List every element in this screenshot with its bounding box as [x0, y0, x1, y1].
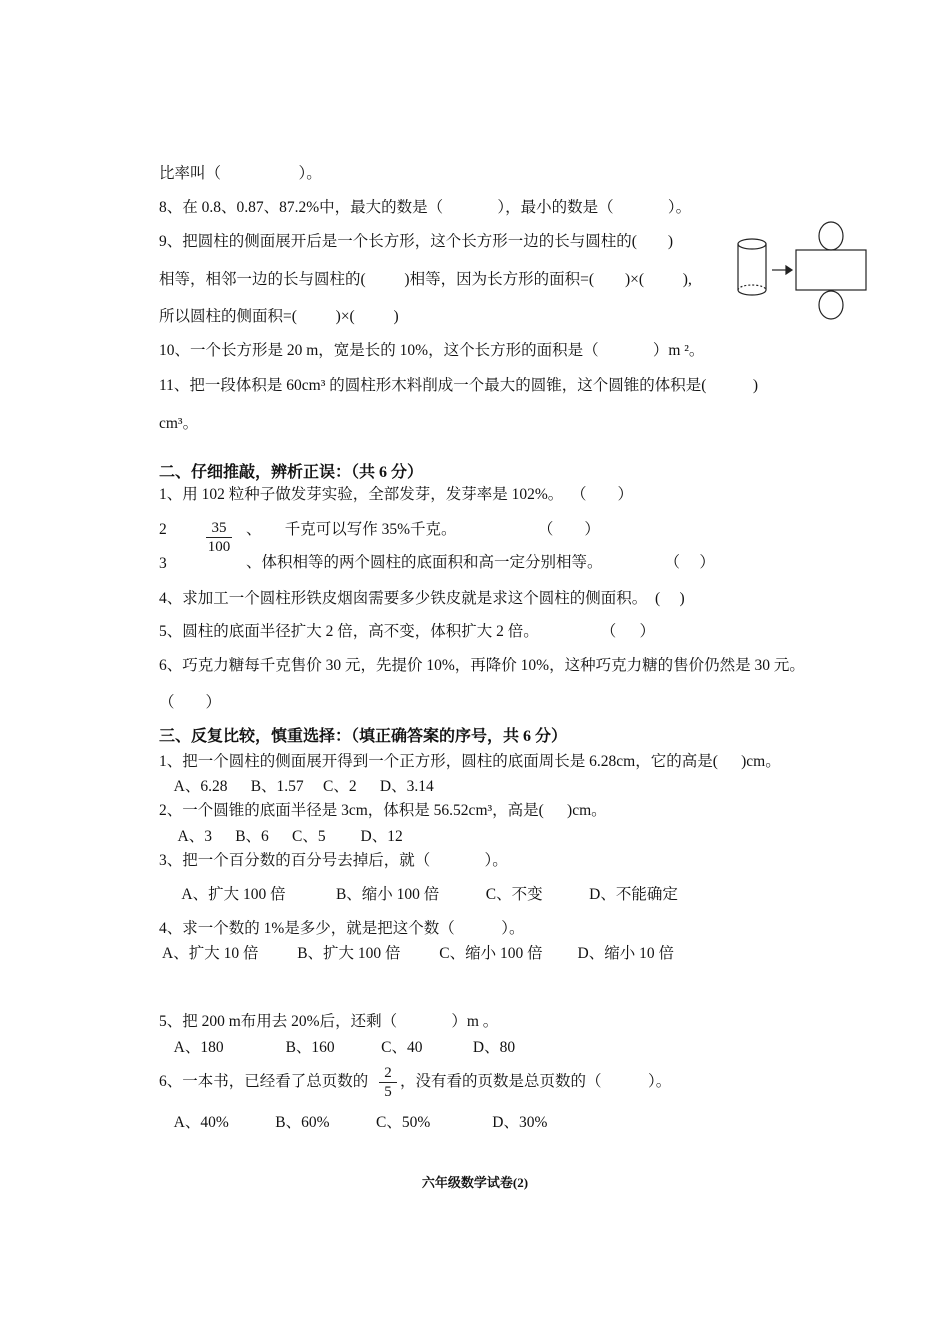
page-footer: 六年级数学试卷(2): [421, 1175, 529, 1190]
choice-question-6-prefix: 6、一本书，已经看了总页数的: [159, 1073, 369, 1090]
section-3-heading: 三、反复比较，慎重选择：（填正确答案的序号，共 6 分）: [159, 728, 568, 745]
section-2-heading: 二、仔细推敲，辨析正误：（共 6 分）: [159, 464, 424, 481]
question-10: 10、一个长方形是 20 m，宽是长的 10%，这个长方形的面积是（ ）m ²。: [159, 342, 705, 359]
choice-question-1-options: A、6.28 B、1.57 C、2 D、3.14: [159, 778, 434, 795]
fraction-denominator: 5: [384, 1084, 392, 1100]
judge-question-2: 、 千克可以写作 35%千克。 （ ）: [246, 521, 600, 538]
choice-question-4-options: A、扩大 10 倍 B、扩大 100 倍 C、缩小 100 倍 D、缩小 10 倍: [159, 945, 674, 962]
choice-question-1: 1、把一个圆柱的侧面展开得到一个正方形，圆柱的底面周长是 6.28cm，它的高是( )cm。: [159, 753, 781, 770]
choice-question-2-options: A、3 B、6 C、5 D、12: [159, 828, 403, 845]
question-11-line-2: cm³。: [159, 415, 199, 432]
fraction-numerator: 35: [206, 519, 232, 538]
question-9-line-1: 9、把圆柱的侧面展开后是一个长方形，这个长方形一边的长与圆柱的( ): [159, 233, 674, 250]
choice-question-6-options: A、40% B、60% C、50% D、30%: [159, 1114, 548, 1131]
judge-question-3-number: 3: [159, 555, 167, 572]
cylinder-icon: [738, 239, 766, 295]
choice-question-6-suffix: ，没有看的页数是总页数的（ ）。: [400, 1073, 672, 1090]
choice-question-3-options: A、扩大 100 倍 B、缩小 100 倍 C、不变 D、不能确定: [159, 886, 678, 903]
question-7-tail: 比率叫（ ）。: [159, 165, 322, 182]
arrow-icon: [772, 266, 792, 274]
choice-question-4: 4、求一个数的 1%是多少，就是把这个数（ ）。: [159, 920, 525, 937]
cylinder-unfold-figure: [732, 216, 872, 326]
question-11-line-1: 11、把一段体积是 60cm³ 的圆柱形木料削成一个最大的圆锥，这个圆锥的体积是( ): [159, 377, 759, 394]
choice-question-5-options: A、180 B、160 C、40 D、80: [159, 1039, 516, 1056]
judge-question-1: 1、用 102 粒种子做发芽实验，全部发芽，发芽率是 102%。 （ ）: [159, 486, 634, 503]
judge-question-6-line-1: 6、巧克力糖每千克售价 30 元，先提价 10%，再降价 10%，这种巧克力糖的售价仍然是 30 元。: [159, 657, 805, 674]
fraction-2-5: [379, 1064, 397, 1101]
judge-question-3: 、体积相等的两个圆柱的底面积和高一定分别相等。 （ ）: [246, 554, 715, 571]
choice-question-2: 2、一个圆锥的底面半径是 3cm，体积是 56.52cm³，高是( )cm。: [159, 802, 607, 819]
question-9-line-3: 所以圆柱的侧面积=( )×( ): [159, 308, 399, 325]
question-9-line-2: 相等，相邻一边的长与圆柱的( )相等，因为长方形的面积=( )×( ),: [159, 271, 692, 288]
judge-question-4: 4、求加工一个圆柱形铁皮烟囱需要多少铁皮就是求这个圆柱的侧面积。 ( ): [159, 590, 685, 607]
judge-question-2-number: 2: [159, 521, 167, 538]
choice-question-5: 5、把 200 m布用去 20%后，还剩（ ）m 。: [159, 1013, 499, 1030]
fraction-numerator: 2: [379, 1064, 397, 1083]
judge-question-5: 5、圆柱的底面半径扩大 2 倍，高不变，体积扩大 2 倍。 （ ）: [159, 623, 656, 640]
judge-question-6-line-2: （ ）: [159, 694, 222, 711]
unfolded-net-icon: [796, 222, 866, 319]
choice-question-3: 3、把一个百分数的百分号去掉后，就（ ）。: [159, 852, 508, 869]
fraction-35-100: [206, 519, 232, 556]
fraction-denominator: 100: [207, 539, 231, 555]
question-8: 8、在 0.8、0.87、87.2%中，最大的数是（ ），最小的数是（ ）。: [159, 199, 692, 216]
